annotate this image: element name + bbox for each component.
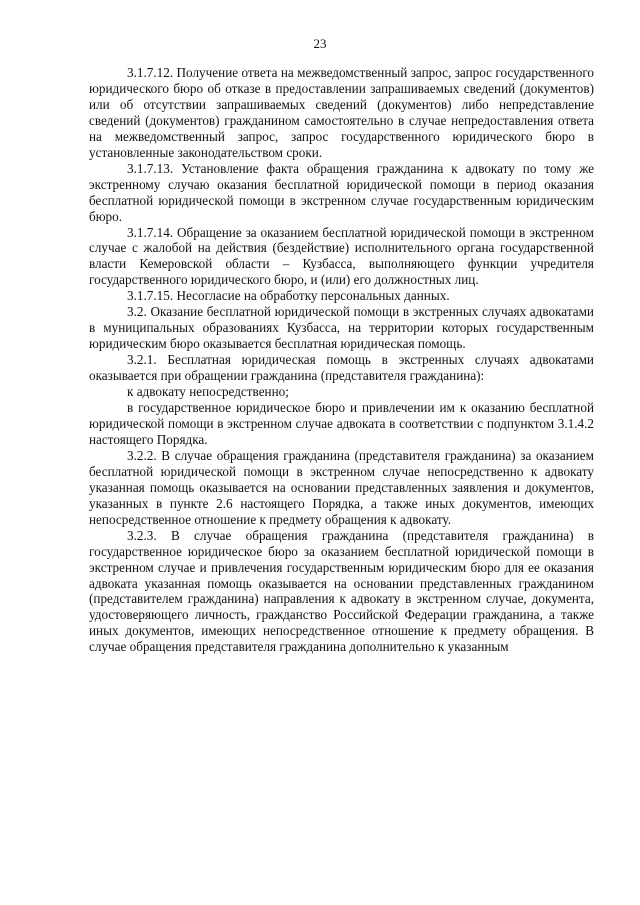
paragraph-3-2-1: 3.2.1. Бесплатная юридическая помощь в экстренных случаях адвокатами оказывается при обращении гражданина (представителя гражданина): (89, 352, 594, 384)
paragraph-3-1-7-15: 3.1.7.15. Несогласие на обработку персональных данных. (127, 288, 450, 304)
paragraph-3-2-3: 3.2.3. В случае обращения гражданина (представителя гражданина) в государственное юридическое бюро за оказанием бесплатной юридической помощи в экстренном случае и привлечения государственным юридическим бюро для ее оказания адвоката указанная помощь оказывается на основании представленных гражданином (представителем гражданина) направления к адвокату в экстренном случае, документа, удостоверяющего личность, гражданство Российской Федерации гражданина, а также иных документов, имеющих непосредственное отношение к предмету обращения. В случае обращения представителя гражданина дополнительно к указанным (89, 527, 594, 655)
list-item-direct-to-advocate: к адвокату непосредственно; (127, 384, 289, 400)
list-item-via-legal-bureau: в государственное юридическое бюро и привлечении им к оказанию бесплатной юридической помощи в экстренном случае адвоката в соответствии с подпунктом 3.1.4.2 настоящего Порядка. (89, 400, 594, 447)
paragraph-3-1-7-14: 3.1.7.14. Обращение за оказанием бесплатной юридической помощи в экстренном случае с жалобой на действия (бездействие) исполнительного органа государственной власти Кемеровской области – Кузбасса, выполняющего функции учредителя государственного юридического бюро, и (или) его должностных лиц. (89, 224, 594, 288)
document-body (89, 65, 594, 655)
page-number: 23 (313, 36, 327, 51)
paragraph-3-1-7-13: 3.1.7.13. Установление факта обращения гражданина к адвокату по тому же экстренному случаю оказания бесплатной юридической помощи в период оказания бесплатной юридической помощи в экстренном случае государственным юридическим бюро. (89, 160, 594, 224)
paragraph-3-1-7-12: 3.1.7.12. Получение ответа на межведомственный запрос, запрос государственного юридического бюро об отказе в предоставлении запрашиваемых сведений (документов) или об отсутствии запрашиваемых сведений (документов) либо непредставление сведений (документов) гражданином самостоятельно в случае непредоставления ответа на межведомственный запрос, запрос государственного юридического бюро в установленные законодательством сроки. (89, 65, 594, 160)
paragraph-3-2: 3.2. Оказание бесплатной юридической помощи в экстренных случаях адвокатами в муниципальных образованиях Кузбасса, на территории которых государственным юридическим бюро оказывается бесплатная юридическая помощь. (89, 304, 594, 352)
paragraph-3-2-2: 3.2.2. В случае обращения гражданина (представителя гражданина) за оказанием бесплатной юридической помощи в экстренном случае непосредственно к адвокату указанная помощь оказывается на основании представленных заявления и документов, указанных в пункте 2.6 настоящего Порядка, а также иных документов, имеющих непосредственное отношение к предмету обращения к адвокату. (89, 447, 594, 527)
